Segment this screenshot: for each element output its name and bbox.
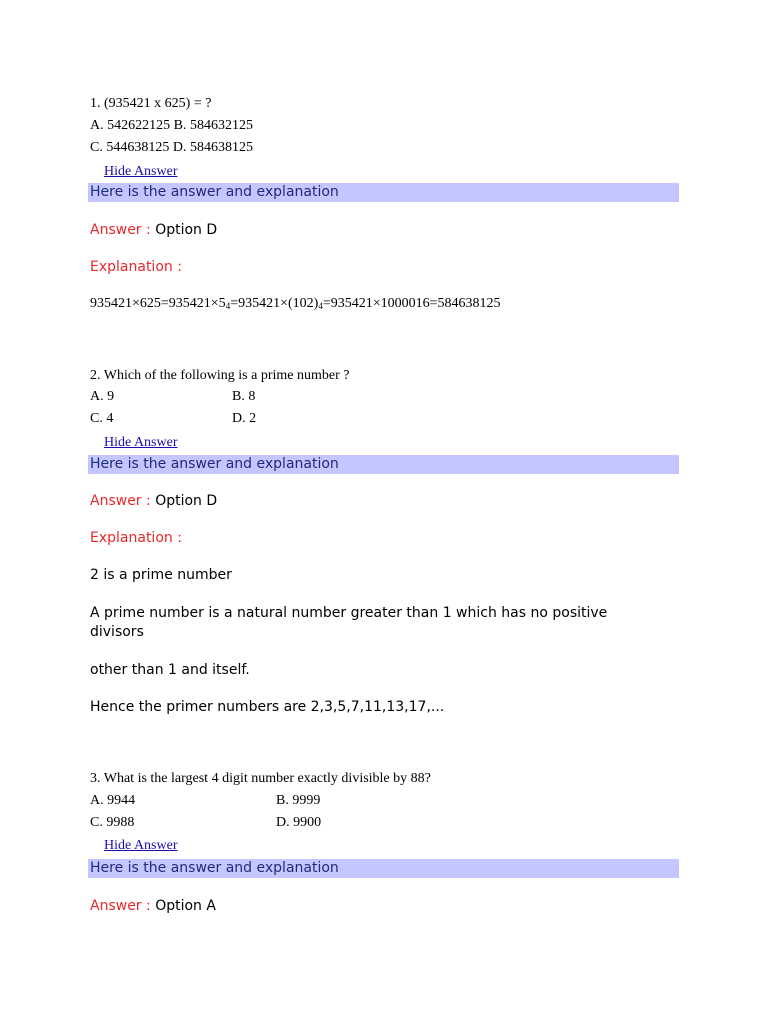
q1-formula-sub1: 4 bbox=[225, 301, 231, 311]
q1-explanation-formula bbox=[90, 296, 501, 312]
q2-explanation-line-3: divisors bbox=[90, 624, 144, 640]
q2-answer bbox=[90, 492, 217, 510]
q2-option-c: C. 4 bbox=[90, 411, 114, 426]
q2-explanation-line-4: other than 1 and itself. bbox=[90, 662, 250, 678]
q1-options-cd: C. 544638125 D. 584638125 bbox=[90, 140, 253, 155]
q3-answer bbox=[90, 897, 216, 915]
q2-option-a: A. 9 bbox=[90, 389, 115, 404]
q3-question: 3. What is the largest 4 digit number exactly divisible by 88? bbox=[90, 771, 431, 786]
q1-formula-part3: =935421×1000016=584638125 bbox=[322, 296, 501, 311]
q2-option-d: D. 2 bbox=[232, 411, 257, 426]
q2-explanation-line-1: 2 is a prime number bbox=[90, 567, 232, 583]
q3-hide-answer-link[interactable]: Hide Answer bbox=[104, 838, 178, 853]
q1-question: 1. (935421 x 625) = ? bbox=[90, 96, 212, 111]
q2-explanation-line-2: A prime number is a natural number greater than 1 which has no positive bbox=[90, 605, 608, 621]
q3-answer-banner: Here is the answer and explanation bbox=[88, 859, 679, 878]
q2-explanation-line-5: Hence the primer numbers are 2,3,5,7,11,13,17,... bbox=[90, 699, 445, 715]
q3-option-a: A. 9944 bbox=[90, 793, 136, 808]
q2-answer-banner: Here is the answer and explanation bbox=[88, 455, 679, 474]
q1-answer-banner: Here is the answer and explanation bbox=[88, 183, 679, 202]
q1-formula-part2: =935421×(102) bbox=[230, 296, 319, 311]
q1-hide-answer-link[interactable]: Hide Answer bbox=[104, 164, 178, 179]
q3-option-b: B. 9999 bbox=[276, 793, 321, 808]
q1-formula-part1: 935421×625=935421×5 bbox=[90, 296, 226, 311]
q2-option-b: B. 8 bbox=[232, 389, 256, 404]
q1-answer bbox=[90, 221, 217, 239]
q1-formula-sub2: 4 bbox=[318, 301, 323, 311]
q2-question: 2. Which of the following is a prime number ? bbox=[90, 368, 350, 383]
q3-answer-label: Answer : bbox=[90, 898, 151, 914]
q1-options-ab: A. 542622125 B. 584632125 bbox=[90, 118, 253, 133]
q2-explanation-label: Explanation : bbox=[90, 530, 182, 546]
q1-answer-label: Answer : bbox=[90, 222, 151, 238]
q3-option-c: C. 9988 bbox=[90, 815, 135, 830]
q2-hide-answer-link[interactable]: Hide Answer bbox=[104, 435, 178, 450]
q2-answer-label: Answer : bbox=[90, 493, 151, 509]
q2-answer-value: Option D bbox=[155, 493, 218, 509]
q3-answer-value: Option A bbox=[155, 898, 216, 914]
q1-answer-value: Option D bbox=[155, 222, 218, 238]
q3-option-d: D. 9900 bbox=[276, 815, 322, 830]
q1-explanation-label: Explanation : bbox=[90, 259, 182, 275]
